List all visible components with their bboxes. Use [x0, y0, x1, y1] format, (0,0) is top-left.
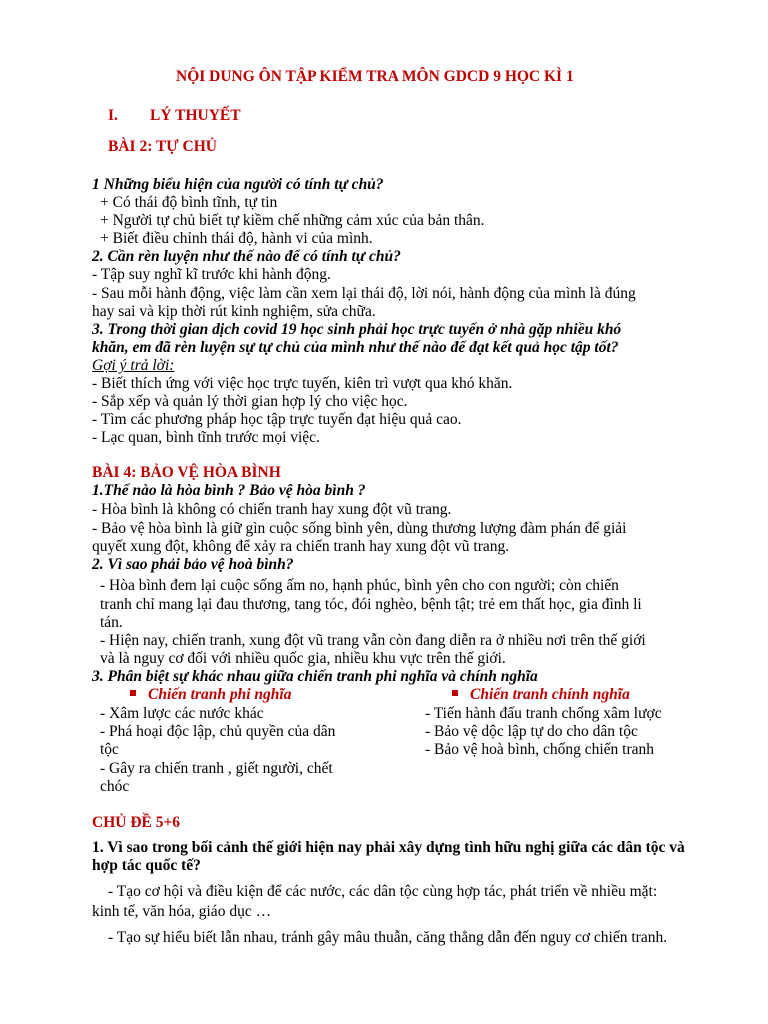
hint-item: - Lạc quan, bình tĩnh trước mọi việc.	[92, 429, 320, 446]
hint-item: - Tìm các phương pháp học tập trực tuyến đạt hiệu quả cao.	[92, 411, 462, 428]
bai2-q1-item: + Có thái độ bình tĩnh, tự tin	[100, 194, 278, 211]
bai2-q1-item: + Biết điều chỉnh thái độ, hành vi của mình.	[100, 230, 373, 247]
chude-item: - Tạo sự hiểu biết lẫn nhau, tránh gây mâu thuẫn, căng thẳng dẫn đến nguy cơ chiến tranh.	[108, 929, 668, 946]
bai2-question-2: 2. Cần rèn luyện như thế nào để có tính tự chủ?	[92, 248, 401, 265]
section-number: I.	[108, 107, 118, 124]
left-column-heading	[130, 686, 291, 704]
bai4-q2-item: tranh chỉ mang lại đau thương, tang tóc, đói nghèo, bệnh tật; trẻ em thất học, gia đình li	[100, 596, 642, 613]
bai4-q1-item: - Hòa bình là không có chiến tranh hay xung đột vũ trang.	[92, 501, 452, 518]
section-heading: LÝ THUYẾT	[150, 107, 241, 124]
bai4-heading: BÀI 4: BẢO VỆ HÒA BÌNH	[92, 464, 281, 481]
chude-item: kinh tế, văn hóa, giáo dục …	[92, 903, 272, 920]
left-item: chóc	[100, 778, 130, 795]
hint-item: - Biết thích ứng với việc học trực tuyến, kiên trì vượt qua khó khăn.	[92, 375, 513, 392]
bai2-q2-item: - Tập suy nghĩ kĩ trước khi hành động.	[92, 266, 331, 283]
bai4-q2-item: và là nguy cơ đối với nhiều quốc gia, nhiều khu vực trên thế giới.	[100, 650, 506, 667]
right-item: - Tiến hành đấu tranh chống xâm lược	[425, 705, 662, 722]
bai4-q1-item: quyết xung đột, không để xảy ra chiến tranh hay xung đột vũ trang.	[92, 538, 510, 555]
right-item: - Bảo vệ dộc lập tự do cho dân tộc	[425, 723, 638, 740]
bai2-question-1: 1 Những biểu hiện của người có tính tự chủ?	[92, 176, 384, 193]
bai2-q1-item: + Người tự chủ biết tự kiềm chế những cảm xúc của bản thân.	[100, 212, 485, 229]
bai4-question-3: 3. Phân biệt sự khác nhau giữa chiến tranh phi nghĩa và chính nghĩa	[92, 668, 538, 685]
chude-question-1: 1. Vì sao trong bối cảnh thế giới hiện nay phải xây dựng tình hữu nghị giữa các dân tộc và	[92, 839, 685, 856]
bullet-icon	[130, 690, 136, 696]
chude-question-1: hợp tác quốc tế?	[92, 857, 201, 874]
bai2-q2-item: - Sau mỗi hành động, việc làm cần xem lại thái độ, lời nói, hành động của mình là đúng	[92, 285, 636, 302]
bai4-q1-item: - Bảo vệ hòa bình là giữ gìn cuộc sống bình yên, dùng thương lượng đàm phán để giải	[92, 520, 627, 537]
bai2-q2-item: hay sai và kịp thời rút kinh nghiệm, sửa chữa.	[92, 303, 376, 320]
hint-item: - Sắp xếp và quản lý thời gian hợp lý cho việc học.	[92, 393, 408, 410]
document-title: NỘI DUNG ÔN TẬP KIỂM TRA MÔN GDCD 9 HỌC KÌ 1	[176, 68, 574, 85]
left-item: tộc	[100, 741, 119, 758]
bai4-q2-item: - Hiện nay, chiến tranh, xung đột vũ trang vẫn còn đang diễn ra ở nhiều nơi trên thế giới	[100, 632, 646, 649]
bullet-icon	[452, 690, 458, 696]
right-item: - Bảo vệ hoà bình, chống chiến tranh	[425, 741, 654, 758]
bai4-q2-item: - Hòa bình đem lại cuộc sống ấm no, hạnh phúc, bình yên cho con người; còn chiến	[100, 577, 619, 594]
bai4-q2-item: tán.	[100, 614, 123, 631]
bai4-question-1: 1.Thế nào là hòa bình ? Bảo vệ hòa bình ?	[92, 482, 366, 499]
left-item: - Phá hoại độc lập, chủ quyền của dân	[100, 723, 336, 740]
bai2-question-3: khăn, em đã rèn luyện sự tự chủ của mình như thế nào để đạt kết quả học tập tốt?	[92, 339, 619, 356]
right-heading-text: Chiến tranh chính nghĩa	[470, 686, 630, 703]
hint-label: Gợi ý trả lời:	[92, 357, 175, 374]
left-item: - Xâm lược các nước khác	[100, 705, 264, 722]
bai2-heading: BÀI 2: TỰ CHỦ	[108, 138, 217, 155]
chude-item: - Tạo cơ hội và điều kiện để các nước, các dân tộc cùng hợp tác, phát triển về nhiều mặt:	[108, 883, 658, 900]
left-item: - Gây ra chiến tranh , giết người, chết	[100, 760, 333, 777]
chude-heading: CHỦ ĐỀ 5+6	[92, 814, 181, 831]
left-heading-text: Chiến tranh phi nghĩa	[148, 686, 292, 703]
right-column-heading	[452, 686, 630, 704]
bai2-question-3: 3. Trong thời gian dịch covid 19 học sinh phải học trực tuyến ở nhà gặp nhiều khó	[92, 321, 622, 338]
bai4-question-2: 2. Vì sao phải bảo vệ hoà bình?	[92, 556, 294, 573]
